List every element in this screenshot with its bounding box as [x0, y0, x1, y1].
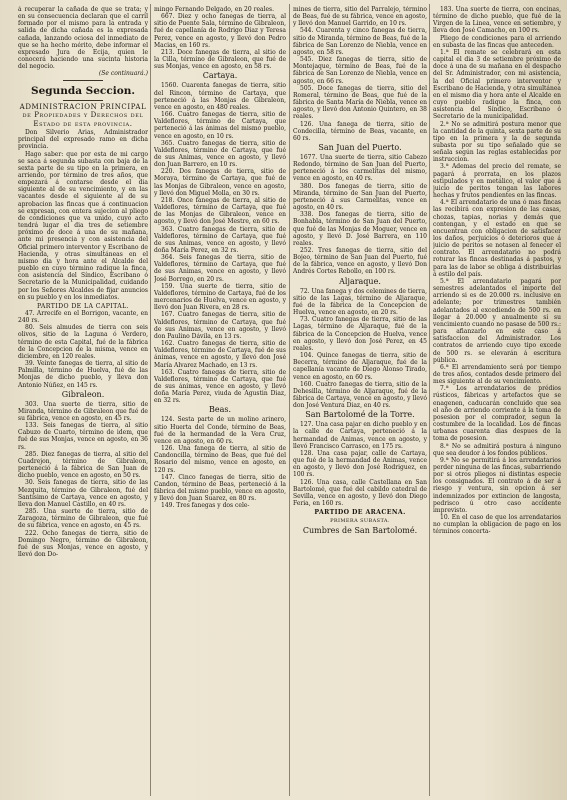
listing-entry: 127. Una casa pajar en dicho pueblo y en la calle de Cartaya, perteneció á la hermandad de Animas, vence en agosto, y llevó Francisco Carrasco, en 175 rs. — [293, 421, 427, 450]
listing-entry: 545. Diez fanegas de tierra, sitio de Montejaque, término de Beas, fué de la fábrica de San Lorenzo de Niebla, vence en agosto, en 66 rs. — [293, 56, 427, 85]
listing-entry: 104. Quince fanegas de tierra, sitio de Becerra, término de Aljaraque, fué de la capellanía vacante de Diego Alonso Tirado, vence en agosto, en 60 rs. — [293, 352, 427, 381]
listing-entry: 160. Cuatro fanegas de tierra, sitio de la Dehesilla, término de Aljaraque, fué de la fábrica de Cartaya, vence en agosto, y llevó don José Ventura Diaz, en 40 rs. — [293, 380, 427, 410]
listing-entry: mingo Fernando Delgado, en 20 reales. — [154, 6, 275, 13]
condition-clause: 7.ª Los arrendatarios de prédios rústicos, fábricas y artefactos que se enagenen, caducarán concluido que sea el año de arriendo corriente á la toma de posesion por el comprador, segun la costumbre de la localidad. Los de fincas urbanas cuarenta dias despues de la toma de posesion. — [433, 385, 561, 443]
listing-entry: 365. Cuatro fanegas de tierra, sitio de Valdeflores, término de Cartaya, que fué de sus Animas, vence en agosto, y llevó don Juan Barrero, en 10 rs. — [154, 139, 286, 169]
district-heading: PARTIDO DE ARACENA. — [314, 509, 406, 517]
listing-entry: 544. Cuarenta y cinco fanegas de tierra, sitio de Miranda, término de Beas, fué de la fábrica de San Lorenzo de Niebla, vence en agosto, en 58 rs. — [293, 27, 427, 56]
condition-clause: 5.ª El arrendatario pagará por semestres adelantados el importe del arriendo si es de 20.000 rs. inclusive en adelante; por trimestres también adelantados al excediendo de 500 rs. en llegar á 20.000 y anualmente si su vencimiento cuando no pasase de 500 rs.: para afianzarlo en este caso á satisfaccion del Administrador. Los contratos de arriendo cuyo tipo excede de 500 rs. se elevarán á escritura pública. — [433, 277, 561, 364]
listing-entry: 364. Seis fanegas de tierra, sitio de Valdeflores, término de Cartaya, que fué de sus Animas, vence en agosto, y llevó José Borrego, en 20 rs. — [154, 254, 286, 283]
listing-entry: 667. Diez y ocho fanegas de tierra, al sitio de Puente Sala, término de Gibraleon, fué de capellanía de Rodrigo Diaz y Teresa Perez, vence en agosto, y llevó don Pedro Macias, en 160 rs. — [154, 13, 286, 49]
notice-paragraph: Hago saber: que por esta de mi cargo se saca á segunda subasta con baja de la sexta parte de su tipo en la primera, en arriendo, por término de tres años, que empezará á contarse desde el dia siguiente al de su vencimiento, y en las vacantes desde el siguiente al de su aprobacion las fincas que á continuacion se expresan, con entera sujecion al pliego de condiciones que va unido, cuyo acto tendrá lugar el dia tres de setiembre próximo de doce á una de su mañana, ante mi presencia y con asistencia del Oficial primero interventor y Escribano de Hacienda, y otras simultáneas en el mismo dia y hora ante el Alcalde del pueblo en cuyo término radique la finca, con asistencia del Síndico, Escribano ó Secretario de la Municipalidad, cuidando por los Señores Alcaldes de fijar anuncios en su pueblo y en los inmediatos. — [18, 150, 148, 301]
listing-entry: 213. Doce fanegas de tierra, al sitio de la Cilla, término de Gibraleon, que fué de sus Monjas, vence en agosto, en 58 rs. — [154, 48, 286, 71]
listing-entry: 128. Una casa pajar, calle de Cartaya, que fué de la hermandad de Animas, vence en agosto, y llevó don José Rodriguez, en 100 rs. — [293, 449, 427, 479]
listing-entry: 1677. Una suerte de tierra, sitio Cabezo Redondo, término de San Juan del Puerto, perteneció á los carmelitas del mismo, vence en agosto, en 40 rs. — [293, 153, 427, 183]
listing-entry: 133. Seis fanegas de tierra, al sitio Cabuzo de Cuarto, término de idem, que fué de sus Monjas, vence en agosto, en 36 rs. — [18, 422, 148, 451]
listing-entry: mines de tierra, sitio del Parralejo, término de Beas, fué de su fábrica, vence en agosto, y llevó don Manuel Garrido, en 10 rs. — [293, 6, 427, 28]
place-heading: Gibraleon. — [61, 389, 105, 399]
listing-entry: 338. Dos fanegas de tierra, sitio de Bonhabla, término de San Juan del Puerto, que fué de las Monjas de Moguer, vence en agosto, y llevó D. José Barrera, en 110 reales. — [293, 211, 427, 247]
listing-entry: 30. Seis fanegas de tierra, sitio de las Mezquita, término de Gibraleon, fué del Santísimo de Cartaya, vence en agosto, y lleva don Manuel Castillo, en 40 rs. — [18, 479, 148, 508]
place-heading: San Bartolomé de la Torre. — [305, 410, 415, 420]
listing-entry: 505. Doce fanegas de tierra, sitio del Romeral, término de Beas, que fué de la fábrica de Santa María de Niebla, vence en agosto, y llevó don Antonio Quintero, en 38 reales. — [293, 84, 427, 121]
listing-entry: 124. Sesta parte de un molino arinero, sitio Huerta del Conde, término de Beas, fué de la hermandad de la Vera Cruz, vence en agosto, en 60 rs. — [154, 416, 286, 445]
listing-entry: 252. Tres fanegas de tierra, sitio del Bojeo, término de San Juan del Puerto, fué de la fábrica, vence en agosto, y llevó Don Andrés Cortes Rebollo, en 100 rs. — [293, 247, 427, 276]
column-1 — [18, 6, 148, 794]
listing-entry: 126. Una fanega de tierra, al sitio de Candoncilla, término de Beas, que fué del Rosario del mismo, vence en agosto, en 120 rs. — [154, 445, 286, 474]
listing-entry: 159. Una suerte de tierra, sitio de Valdeflores, término de Cartaya, fué de los mercenarios de Huelva, vence en agosto, y llevó don Juan Rivera, en 28 rs. — [154, 282, 286, 312]
conditions-intro: Pliego de condiciones para el arriendo en subasta de las fincas que anteceden. — [433, 34, 561, 49]
admin-heading: ADMINISTRACION PRINCIPAL de Propiedades y Derechos del Estado de esta provincia. — [19, 102, 147, 128]
condition-clause: 8.ª No se admitirá postura á ninguno que sea deudor á los fondos públicos. — [433, 442, 561, 457]
listing-entry: 47. Arrecife en el Borrigon, vacante, en 240 rs. — [18, 309, 148, 325]
listing-entry: 149. Tres fanegas y dos cele- — [161, 502, 250, 510]
column-3 — [293, 6, 427, 794]
condition-clause: 1.ª El remate se celebrará en esta capital el dia 3 de setiembre próximo de doce á una de su mañana en el despacho del Sr. Administrador, con mi asistencia, la del Oficial primero interventor y Escribano de Hacienda, y otra simultánea en el mismo dia y hora ante el Alcalde en cuyo pueblo radique la finca, con asistencia del Síndico, Escribano ó Secretario de la municipalidad. — [433, 48, 561, 121]
listing-entry: 222. Ocho fanegas de tierra, sitio de Domingo Negro, término de Gibraleon, fué de sus Monjas, vence en agosto, y llevó don Do- — [18, 529, 148, 558]
listing-entry: 285. Diez fanegas de tierra, al sitio del Cuadrejon, término de Gibraleon, perteneció á la fábrica de San Juan de dicho pueblo, vence en agosto, en 50 rs. — [18, 450, 148, 480]
listing-entry: 380. Dos fanegas de tierra, sitio de Miranda, término de San Juan del Puerto, perteneció á sus Carmelitas, vence en agosto, en 40 rs. — [293, 182, 427, 212]
condition-clause: 6.ª El arrendamiento será por tiempo de tres años, contados desde primero del mes siguiente al de su vencimiento. — [433, 363, 561, 386]
listing-entry: 126. Una casa, calle Castellana en San Bartolomé, que fué del cabildo catedral de Sevilla, vence en agosto, y llevó don Diego Feria, en 160 rs. — [293, 478, 427, 507]
listing-entry: 363. Cuatro fanegas de tierra, sitio de Valdeflores, término de Cartaya, que fué de sus Animas, vence en agosto, y llevó doña María Perez, en 32 rs. — [154, 225, 286, 254]
district-heading: PARTIDO DE LA CAPITAL. — [36, 302, 130, 310]
condition-clause: 10. En el caso de que los arrendatarios no cumplan la obligacion de pago en los términos concerta- — [433, 514, 561, 536]
listing-entry: 218. Once fanegas de tierra, al sitio de Valdeflores, término de Cartaya, que fué de las Monjas de Gibraleon, vence en agosto, y llevó don José Mestre, en 60 rs. — [154, 196, 286, 226]
condition-clause: 4.ª El arrendatario de una ó mas fincas las recibirá con expresion de las casas, chozas, tapias, norias y demás que contengan, y el estado en que se encuentran con obligacion de satisfacer los daños, perjuicios ó deterioros que á juicio de peritos se notasen al fenecer el contrato. El arrendatario no podrá roturar las fincas destinadas á pastos, y para las de labor se obliga á distribuirlas á estilo del país. — [433, 199, 561, 278]
condition-clause: 3.ª Ademas del precio del remate, se pagará á prorrata, en los plazos estipulados y en metálico, el valor que á juicio de peritos tengan las labores hechas y frutos pendientes en las fincas. — [433, 163, 561, 200]
listing-entry: 39. Veinte fanegas de tierra, al sitio de Palmilla, término de Huelva, fué de las Monjas de dicho pueblo, y lleva don Antonio Núñez, en 145 rs. — [18, 360, 148, 389]
condition-clause: 2.ª No se admitirá postura menor que la cantidad de la quinta, sexta parte de su tipo en la primera y la de segunda subasta por su tipo señalado que se señala según las reglas establecidas por instruccion. — [433, 120, 561, 164]
continued-note: (Se continuará.) — [98, 70, 148, 78]
column-4 — [433, 6, 561, 794]
listing-entry: 220. Dos fanegas de tierra, sitio de Moraya, término de Cartaya, que fué de las Monjas de Gibraleon, vence en agosto, y llevó don Miguel Molla, en 30 rs. — [154, 168, 286, 197]
separator — [63, 80, 103, 81]
auction-heading: PRIMERA SUBASTA. — [330, 518, 390, 525]
listing-entry: 80. Seis almudes de tierra con seis olivos, sitio de la Laguna ó Verdero, término de esta Capital, fué de la fábrica de la Concepcion de la misma, vence en diciembre, en 120 reales. — [18, 324, 148, 360]
place-heading: San Juan del Puerto. — [318, 142, 402, 152]
listing-entry: 163. Cuatro fanegas de tierra, sitio de Valdeflores, término de Cartaya, que fué de sus ánimas, vence en agosto, y llevó doña María Perez, viuda de Agustin Diaz, en 32 rs. — [154, 368, 286, 405]
section-title: Segunda Seccion. — [30, 84, 135, 97]
condition-clause: 9.ª No se permitirá á los arrendatarios perder ninguna de las fincas, subarriendo por si otros pliegos ni distintas especie los consignados. El contrato á de ser á riesgo y ventura, sin opcion á ser indemnizados por extincion de langosta, pedrisco ú otro caso accidente imprevisto. — [433, 456, 561, 514]
listing-entry: 126. Una fanega de tierra, sitio de Condecilla, término de Beas, vacante, en 60 rs. — [293, 120, 427, 142]
listing-entry: 167. Cuatro fanegas de tierra, sitio de Valdeflores, término de Cartaya, que fué de sus Animas, vence en agosto, y llevó don Paulino Dávila, en 13 rs. — [154, 311, 286, 340]
separator — [63, 100, 103, 101]
column-divider — [289, 4, 290, 796]
column-divider — [429, 4, 430, 796]
listing-entry: 73. Cuatro fanegas de tierra, sitio de las Lagas, término de Aljaraque, fué de la fábrica de la Concepcion de Huelva, vence en agosto, y llevó don José Perez, en 45 reales. — [293, 316, 427, 352]
listing-entry: 147. Cinco fanegas de tierra, sitio de Candon, término de Beas, perteneció á la fábrica del mismo pueblo, vence en agosto, y llevó don Juan Suarez, en 80 rs. — [154, 473, 286, 503]
place-heading: Cartaya. — [202, 71, 238, 81]
column-divider — [150, 4, 151, 796]
place-heading: Beas. — [208, 405, 232, 415]
listing-entry: 183. Una suerte de tierra, con encinas, término de dicho pueblo, que fué de la Virgen de la Linea, vence en setiembre, y lleva don José Camacho, en 100 rs. — [433, 6, 561, 35]
listing-entry: 1560. Cuarenta fanegas de tierra, sitio del Rincon, término de Cartaya, que perteneció á las Monjas de Gibraleon, vence en agosto, en 480 reales. — [154, 82, 286, 111]
intro-paragraph: Don Silverio Arias, Administrador principal del expresado ramo en dicha provincia. — [18, 129, 148, 151]
listing-entry: 303. Una suerte de tierra, sitio de Miranda, término de Gibraleon que fué de su fábrica, vence en agosto, en 45 rs. — [18, 400, 148, 422]
continued-text: á recuperar la cañada de que se trata; y en su consecuencia declaran que el carril formado por el mismo para la entrada y salida de dicha cañada es la expresada cañada, lanzando ociosa del inmediato de que se ha hecho mérito, debe informar el expresado Jura de Ecija, quien le conocerá haciendo una sucinta historia del negocio. — [18, 6, 148, 71]
place-heading: Aljaraque. — [339, 276, 381, 286]
listing-entry: 162. Cuatro fanegas de tierra, sitio de Valdeflores, término de Cartaya, fué de sus ánimas, vence en agosto, y llevó don José María Alvarez Machado, en 13 rs. — [154, 340, 286, 369]
listing-entry: 72. Una fanega y dos celemines de tierra, sitio de las Lagas, término de Aljaraque, fué de la fábrica de la Concepcion de Huelva, vence en agosto, en 20 rs. — [293, 287, 427, 317]
listing-entry: 285. Una suerte de tierra, sitio de Zaragoza, término de Gibraleon, que fué de su fábrica, vence en agosto, en 45 rs. — [18, 508, 148, 530]
column-2 — [154, 6, 286, 794]
listing-entry: 166. Cuatro fanegas de tierra, sitio de Valdeflores, término de Cartaya, que perteneció á las ánimas del mismo pueblo, vence en agosto, en 10 rs. — [154, 111, 286, 140]
place-heading: Cumbres de San Bartolomé. — [302, 526, 418, 536]
